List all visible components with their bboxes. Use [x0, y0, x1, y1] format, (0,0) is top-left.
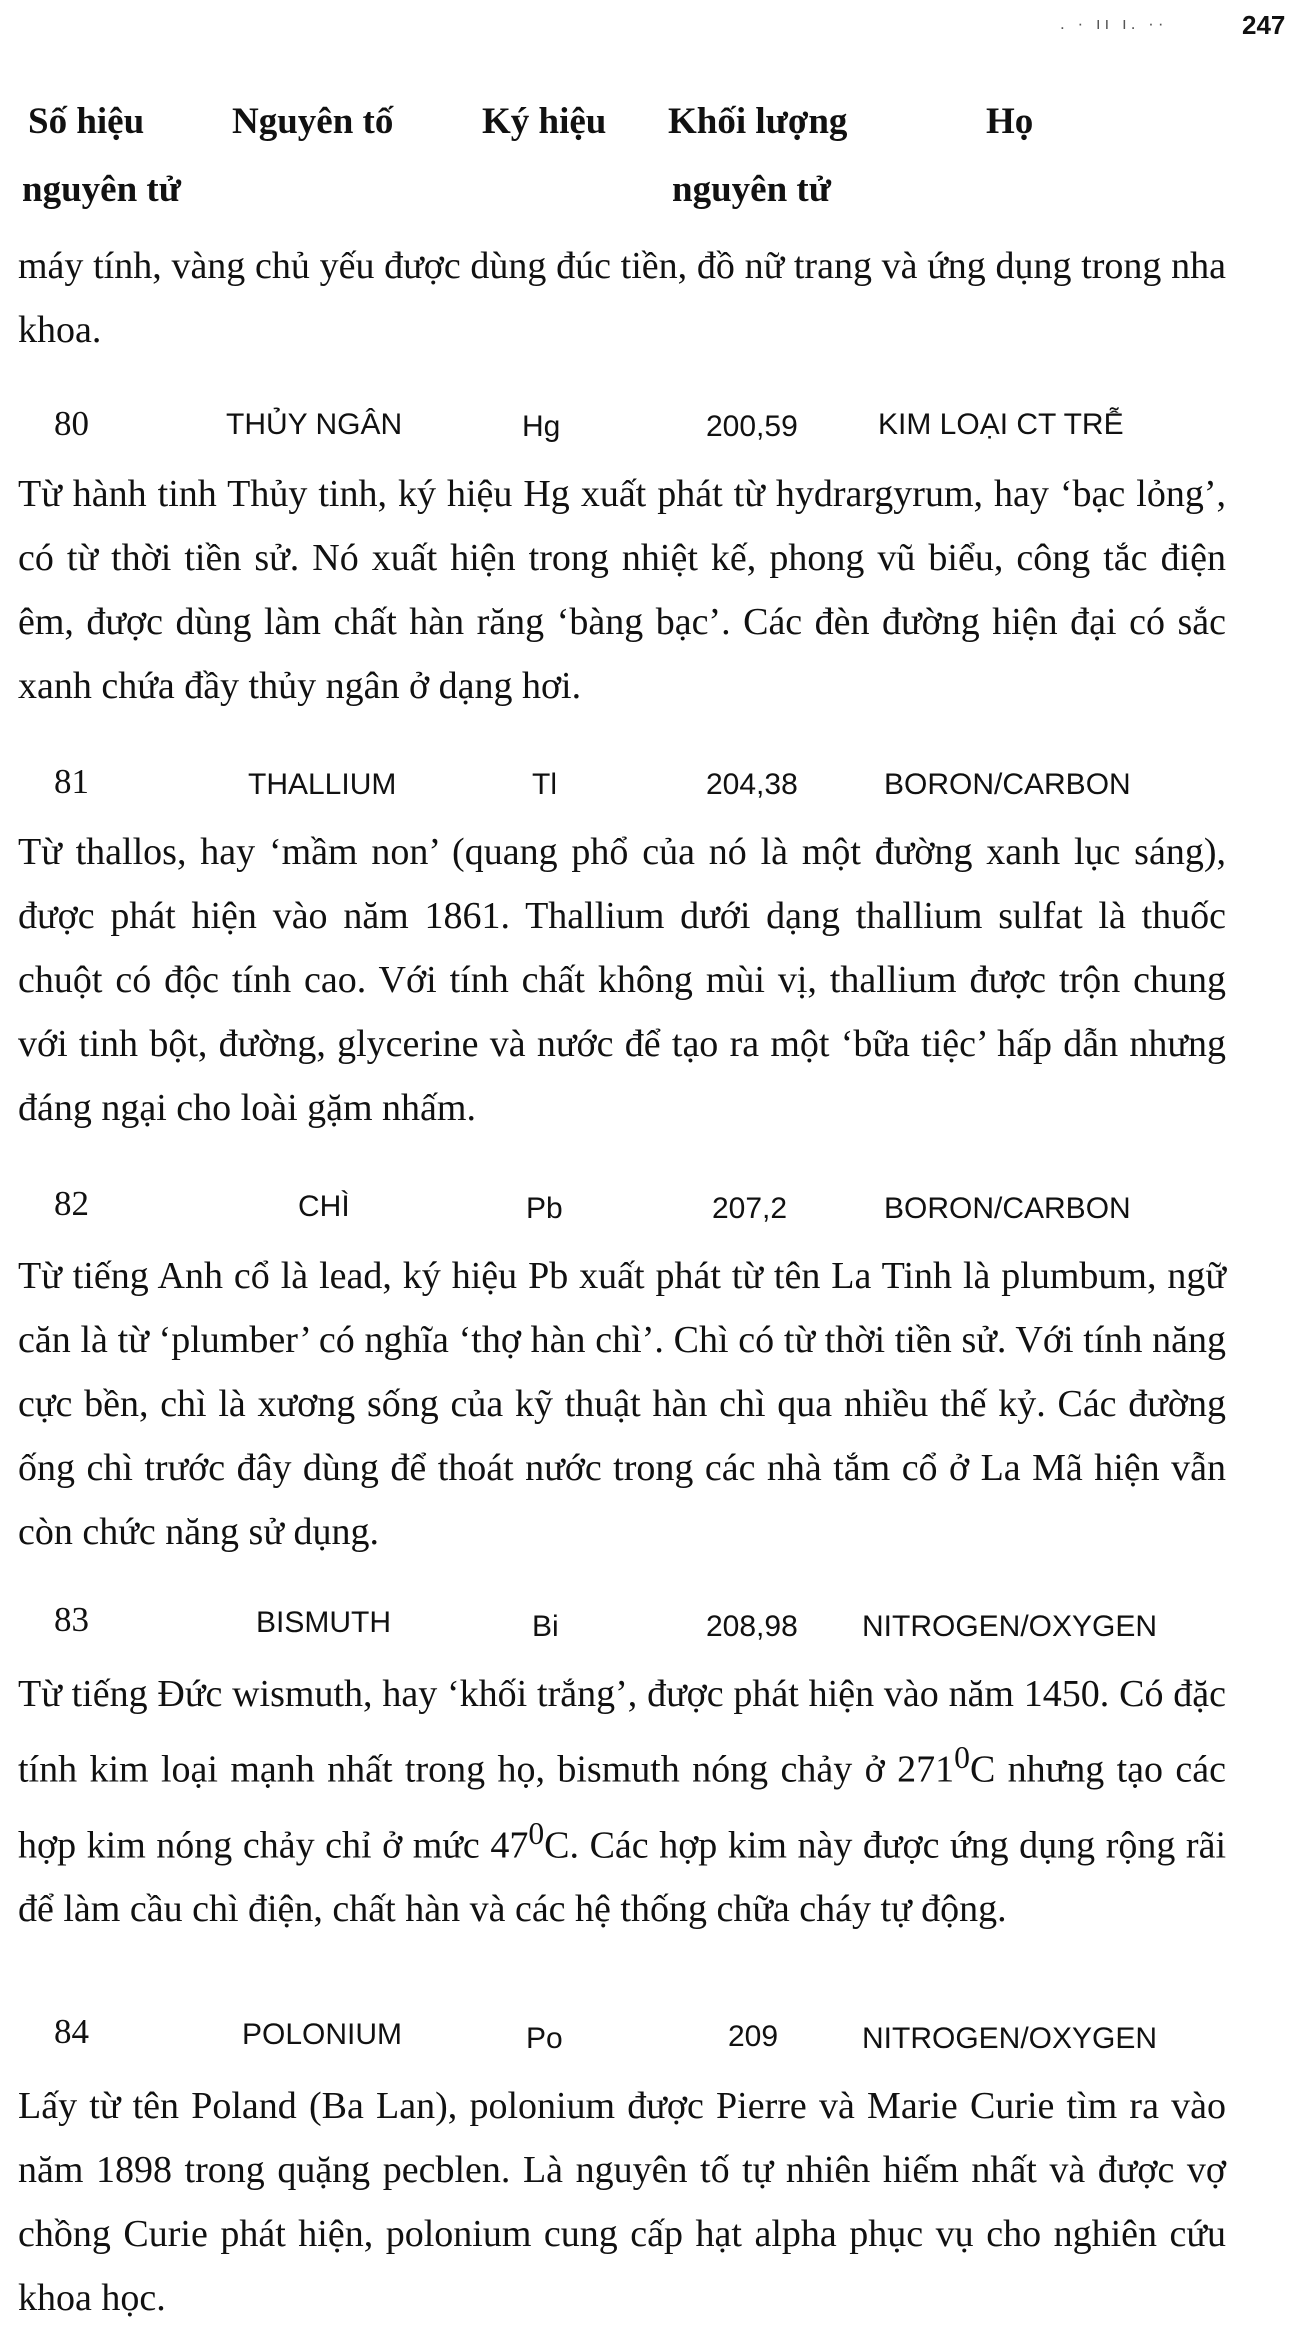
element-family: NITROGEN/OXYGEN: [862, 2022, 1158, 2055]
atomic-mass: 208,98: [706, 1610, 798, 1643]
element-symbol: Bi: [532, 1610, 559, 1643]
element-family: BORON/CARBON: [884, 1192, 1131, 1225]
atomic-number: 81: [54, 762, 89, 801]
element-name: POLONIUM: [242, 2018, 403, 2051]
atomic-number: 82: [54, 1184, 89, 1223]
col-family: Họ: [986, 101, 1034, 142]
atomic-mass: 209: [728, 2020, 779, 2053]
element-name: THALLIUM: [248, 768, 397, 801]
col-element: Nguyên tố: [232, 101, 394, 142]
element-description: Từ tiếng Anh cổ là lead, ký hiệu Pb xuất phát từ tên La Tinh là plumbum, ngữ căn là từ ‘plumber’ có nghĩa ‘thợ hàn chì’. Chì có từ thời tiền sử. Với tính năng cực bền, chì là xương sống của kỹ thuật hàn chì qua nhiều thế kỷ. Các đường ống chì trước đây dùng để thoát nước trong các nhà tắm cổ ở La Mã hiện vẫn còn chức năng sử dụng.: [18, 1255, 1226, 1553]
element-name: THỦY NGÂN: [226, 408, 403, 441]
col-atomic-mass-line1: Khối lượng: [668, 101, 848, 142]
element-family: KIM LOẠI CT TRỄ: [878, 408, 1124, 441]
element-description: Từ thallos, hay ‘mầm non’ (quang phổ của nó là một đường xanh lục sáng), được phát hiện vào năm 1861. Thallium dưới dạng thallium sulfat là thuốc chuột có độc tính cao. Với tính chất không mùi vị, thallium được trộn chung với tinh bột, đường, glycerine và nước để tạo ra một ‘bữa tiệc’ hấp dẫn nhưng đáng ngại cho loài gặm nhấm.: [18, 831, 1226, 1129]
col-atomic-number-line1: Số hiệu: [28, 101, 145, 142]
atomic-mass: 200,59: [706, 410, 798, 443]
description-part: C nhưng tạo các hợp kim nóng chảy chỉ ở mức 47: [18, 1748, 1227, 1867]
element-family: NITROGEN/OXYGEN: [862, 1610, 1158, 1643]
atomic-mass: 207,2: [712, 1192, 788, 1225]
element-name: CHÌ: [298, 1190, 350, 1223]
atomic-mass: 204,38: [706, 768, 798, 801]
description-part: Từ tiếng Đức wismuth, hay ‘khối trắng’, được phát hiện vào năm 1450. Có đặc tính kim loại mạnh nhất trong họ, bismuth nóng chảy ở 271: [18, 1673, 1226, 1791]
element-description: Từ hành tinh Thủy tinh, ký hiệu Hg xuất phát từ hydrargyrum, hay ‘bạc lỏng’, có từ thời tiền sử. Nó xuất hiện trong nhiệt kế, phong vũ biểu, công tắc điện êm, được dùng làm chất hàn răng ‘bàng bạc’. Các đèn đường hiện đại có sắc xanh chứa đầy thủy ngân ở dạng hơi.: [18, 473, 1226, 707]
element-symbol: Pb: [526, 1192, 563, 1225]
col-symbol: Ký hiệu: [482, 101, 607, 142]
element-name: BISMUTH: [256, 1606, 391, 1639]
degree-superscript: 0: [528, 1815, 545, 1851]
element-description: Lấy từ tên Poland (Ba Lan), polonium được Pierre và Marie Curie tìm ra vào năm 1898 trong quặng pecblen. Là nguyên tố tự nhiên hiếm nhất và được vợ chồng Curie phát hiện, polonium cung cấp hạt alpha phục vụ cho nghiên cứu khoa học.: [18, 2085, 1226, 2319]
element-symbol: Tl: [532, 768, 557, 801]
atomic-number: 80: [54, 404, 89, 443]
element-family: BORON/CARBON: [884, 768, 1131, 801]
col-atomic-number-line2: nguyên tử: [22, 169, 181, 210]
running-header-mark: . · ıı ı. ··: [1060, 14, 1168, 33]
atomic-number: 83: [54, 1600, 89, 1639]
page-number: 247: [1242, 10, 1286, 40]
col-atomic-mass-line2: nguyên tử: [672, 169, 831, 210]
atomic-number: 84: [54, 2012, 89, 2051]
description-part: C. Các hợp kim này được ứng dụng rộng rãi để làm cầu chì điện, chất hàn và các hệ thống chữa cháy tự động.: [18, 1824, 1227, 1931]
degree-superscript: 0: [954, 1740, 970, 1775]
element-symbol: Po: [526, 2022, 563, 2055]
continuation-paragraph: máy tính, vàng chủ yếu được dùng đúc tiền, đồ nữ trang và ứng dụng trong nha khoa.: [18, 245, 1226, 351]
element-symbol: Hg: [522, 410, 561, 443]
element-description: [18, 1662, 1226, 1941]
